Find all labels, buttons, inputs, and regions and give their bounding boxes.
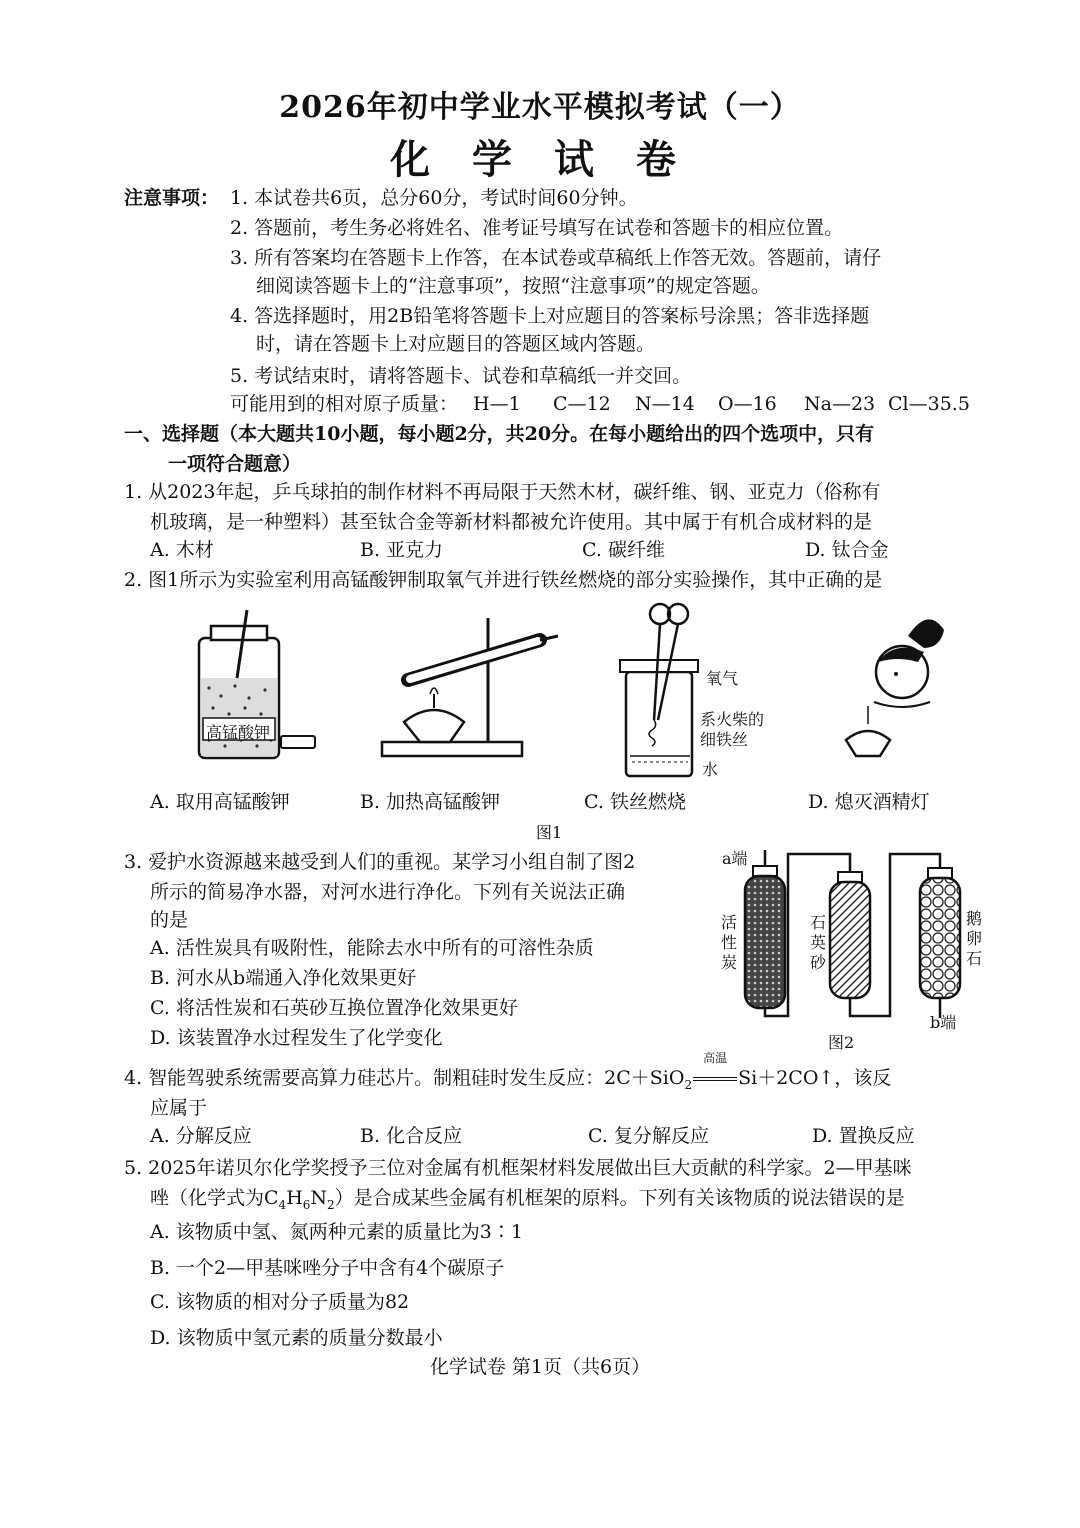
question-3-line2: 所示的简易净水器，对河水进行净化。下列有关说法正确	[150, 881, 626, 903]
question-2-option-d[interactable]: D. 熄灭酒精灯	[808, 791, 930, 813]
figure-2-pebble-label-3: 石	[966, 949, 983, 968]
question-4-text-a: 4. 智能驾驶系统需要高算力硅芯片。制粗硅时发生反应：2C＋SiO	[124, 1067, 685, 1089]
question-1-option-c[interactable]: C. 碳纤维	[582, 539, 665, 561]
atomic-masses-label: 可能用到的相对原子质量：	[230, 393, 459, 415]
question-3-option-b[interactable]: B. 河水从b端通入净化效果更好	[150, 967, 417, 989]
question-4-sub-2: 2	[684, 1077, 693, 1092]
atomic-mass-cl: Cl—35.5	[888, 393, 970, 415]
reaction-condition: 高温	[703, 1051, 728, 1065]
atomic-mass-n: N—14	[635, 393, 695, 415]
notice-item-3-cont: 细阅读答题卡上的“注意事项”，按照“注意事项”的规定答题。	[256, 275, 770, 297]
question-3-option-c[interactable]: C. 将活性炭和石英砂互换位置净化效果更好	[150, 997, 518, 1019]
figure-2-pebble-label-2: 卵	[966, 929, 983, 948]
question-2-line1: 2. 图1所示为实验室利用高锰酸钾制取氧气并进行铁丝燃烧的部分实验操作，其中正确的是	[124, 569, 883, 591]
question-5-option-a[interactable]: A. 该物质中氢、氮两种元素的质量比为3∶1	[150, 1221, 523, 1243]
figure-2-sand-label-1: 石	[810, 913, 827, 932]
formula-n: N	[310, 1187, 328, 1209]
atomic-mass-c: C—12	[553, 393, 611, 415]
formula-sub-4: 4	[278, 1197, 287, 1212]
notice-item-2: 2. 答题前，考生务必将姓名、准考证号填写在试卷和答题卡的相应位置。	[230, 217, 844, 239]
figure-1-c-iron-combustion	[620, 600, 700, 780]
question-4-option-a[interactable]: A. 分解反应	[150, 1125, 252, 1147]
question-4-option-b[interactable]: B. 化合反应	[360, 1125, 463, 1147]
atomic-mass-na: Na—23	[804, 393, 876, 415]
paper-subtitle: 化 学 试 卷	[390, 136, 690, 183]
section-heading: 一、选择题（本大题共10小题，每小题2分，共20分。在每小题给出的四个选项中，只有	[124, 423, 875, 445]
figure-2-a-end-label: a端	[722, 849, 748, 868]
question-1-option-b[interactable]: B. 亚克力	[360, 539, 444, 561]
formula-sub-2: 2	[327, 1197, 335, 1212]
figure-1-a-jar-label: 高锰酸钾	[206, 723, 271, 742]
figure-1-c-water-label: 水	[702, 760, 719, 779]
question-3-option-d[interactable]: D. 该装置净水过程发生了化学变化	[150, 1027, 443, 1049]
question-4-text-b: Si＋2CO↑，该反	[738, 1067, 892, 1089]
figure-2-pebble-label-1: 鹅	[966, 909, 983, 928]
figure-2-carbon-label-3: 炭	[721, 953, 738, 972]
question-3-option-a[interactable]: A. 活性炭具有吸附性，能除去水中所有的可溶性杂质	[150, 937, 594, 959]
question-2-option-b[interactable]: B. 加热高锰酸钾	[360, 791, 501, 813]
question-1-option-d[interactable]: D. 钛合金	[805, 539, 889, 561]
figure-1-c-wire-label-2: 细铁丝	[700, 730, 749, 749]
question-1-line2: 机玻璃，是一种塑料）甚至钛合金等新材料都被允许使用。其中属于有机合成材料的是	[150, 511, 873, 533]
question-5-option-d[interactable]: D. 该物质中氢元素的质量分数最小	[150, 1327, 443, 1349]
question-5-line1: 5. 2025年诺贝尔化学奖授予三位对金属有机框架材料发展做出巨大贡献的科学家。2—甲基咪	[124, 1157, 912, 1179]
figure-1-c-oxygen-label: 氧气	[706, 669, 739, 688]
question-5-line2	[150, 1184, 905, 1219]
figure-2-b-end-label: b端	[930, 1013, 957, 1032]
atomic-mass-h: H—1	[473, 393, 521, 415]
formula-h: H	[286, 1187, 303, 1209]
figure-1-a-reagent-jar	[185, 608, 315, 768]
question-5-option-b[interactable]: B. 一个2—甲基咪唑分子中含有4个碳原子	[150, 1257, 505, 1279]
question-5-text-b: ）是合成某些金属有机框架的原料。下列有关该物质的说法错误的是	[334, 1187, 905, 1209]
figure-2-carbon-label-1: 活	[721, 913, 738, 932]
question-1-line1: 1. 从2023年起，乒乓球拍的制作材料不再局限于天然木材，碳纤维、钢、亚克力（俗称有	[124, 481, 881, 503]
figure-2-sand-label-2: 英	[810, 933, 827, 952]
figure-1-caption: 图1	[536, 823, 563, 842]
notice-item-3: 3. 所有答案均在答题卡上作答，在本试卷或草稿纸上作答无效。答题前，请仔	[230, 247, 882, 269]
notice-label: 注意事项：	[124, 187, 220, 209]
section-heading-cont: 一项符合题意）	[168, 453, 302, 475]
question-3-line1: 3. 爱护水资源越来越受到人们的重视。某学习小组自制了图2	[124, 851, 636, 873]
atomic-mass-o: O—16	[718, 393, 777, 415]
figure-1-c-wire-label-1: 系火柴的	[700, 710, 765, 729]
figure-2-sand-label-3: 砂	[810, 953, 827, 972]
figure-2-caption: 图2	[828, 1033, 855, 1052]
question-4-option-d[interactable]: D. 置换反应	[812, 1125, 915, 1147]
exam-title: 2026年初中学业水平模拟考试（一）	[279, 90, 801, 125]
question-5-text-a: 唑（化学式为C	[150, 1187, 279, 1209]
question-4-line1	[124, 1051, 892, 1099]
question-3-line3: 的是	[150, 909, 189, 931]
figure-1-d-blowing-out-lamp	[838, 606, 948, 766]
question-2-option-a[interactable]: A. 取用高锰酸钾	[150, 791, 290, 813]
question-4-line2: 应属于	[150, 1097, 208, 1119]
reaction-arrow	[692, 1051, 738, 1092]
figure-1-b-heating-apparatus	[380, 610, 560, 760]
question-5-option-c[interactable]: C. 该物质的相对分子质量为82	[150, 1291, 410, 1313]
question-2-option-c[interactable]: C. 铁丝燃烧	[584, 791, 686, 813]
notice-item-4: 4. 答选择题时，用2B铅笔将答题卡上对应题目的答案标号涂黑；答非选择题	[230, 305, 870, 327]
figure-2-water-purifier	[740, 848, 983, 1018]
notice-item-4-cont: 时，请在答题卡上对应题目的答题区域内答题。	[256, 333, 656, 355]
equals-sign	[693, 1077, 737, 1081]
notice-item-1: 1. 本试卷共6页，总分60分，考试时间60分钟。	[230, 187, 638, 209]
question-4-option-c[interactable]: C. 复分解反应	[588, 1125, 709, 1147]
question-1-option-a[interactable]: A. 木材	[150, 539, 214, 561]
figure-2-carbon-label-2: 性	[721, 933, 738, 952]
notice-item-5: 5. 考试结束时，请将答题卡、试卷和草稿纸一并交回。	[230, 365, 692, 387]
page-footer: 化学试卷 第1页（共6页）	[429, 1356, 651, 1378]
formula-sub-6: 6	[302, 1197, 311, 1212]
